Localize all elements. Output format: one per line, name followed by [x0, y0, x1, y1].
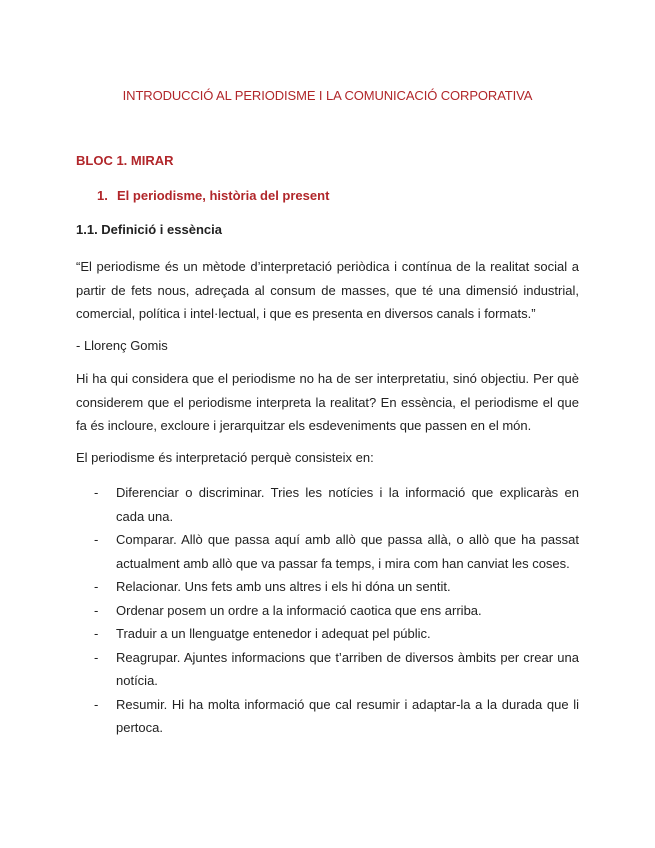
- list-marker: -: [94, 485, 99, 500]
- list-item: [76, 575, 579, 599]
- quote-author: - Llorenç Gomis: [76, 338, 168, 353]
- list-marker: -: [94, 649, 99, 665]
- list-item-text: Reagrupar. Ajuntes informacions que t’arriben de diversos àmbits per crear una notícia.: [116, 649, 579, 688]
- list-item: [76, 599, 579, 623]
- list-item-text: Diferenciar o discriminar. Tries les notícies i la informació que explicaràs en cada una.: [116, 485, 579, 524]
- section-number: 1.: [97, 188, 108, 203]
- section-heading: [97, 188, 329, 203]
- subsection-heading: 1.1. Definició i essència: [76, 222, 222, 237]
- quote-paragraph: “El periodisme és un mètode d’interpretació periòdica i contínua de la realitat social a partir de fets nous, adreçada al consum de masses, que té una dimensió industrial, comercial, política i intel·lectual, i que es presenta en diversos canals i formats.”: [76, 259, 579, 321]
- body-paragraph-1: Hi ha qui considera que el periodisme no ha de ser interpretatiu, sinó objectiu. Per què considerem que el periodisme interpreta la realitat? En essència, el periodisme el que fa és incloure, excloure i jerarquitzar els esdeveniments que passen en el món.: [76, 371, 579, 433]
- list-item: [76, 528, 579, 575]
- list-item-text: Ordenar posem un ordre a la informació caotica que ens arriba.: [116, 602, 482, 618]
- list-marker: -: [94, 579, 99, 594]
- list-marker: -: [94, 602, 99, 618]
- list-item: [76, 693, 579, 740]
- list-item-text: Relacionar. Uns fets amb uns altres i els hi dóna un sentit.: [116, 579, 451, 594]
- list-item-text: Resumir. Hi ha molta informació que cal resumir i adaptar-la a la durada que li pertoca.: [116, 696, 579, 735]
- bloc-heading: BLOC 1. MIRAR: [76, 153, 174, 168]
- list-item-text: Traduir a un llenguatge entenedor i adequat pel públic.: [116, 626, 431, 641]
- list-item: [76, 622, 579, 646]
- list-marker: -: [94, 626, 99, 641]
- list-item: [76, 481, 579, 528]
- list-item-text: Comparar. Allò que passa aquí amb allò que passa allà, o allò que ha passat actualment amb allò que va passar fa temps, i mira com han canviat les coses.: [116, 532, 579, 571]
- section-title: El periodisme, història del present: [117, 188, 330, 203]
- interpretation-list: [76, 481, 579, 740]
- list-marker: -: [94, 696, 99, 712]
- document-title: INTRODUCCIÓ AL PERIODISME I LA COMUNICACIÓ CORPORATIVA: [122, 88, 533, 103]
- list-item: [76, 646, 579, 693]
- list-marker: -: [94, 532, 99, 547]
- body-paragraph-2: El periodisme és interpretació perquè consisteix en:: [76, 450, 374, 465]
